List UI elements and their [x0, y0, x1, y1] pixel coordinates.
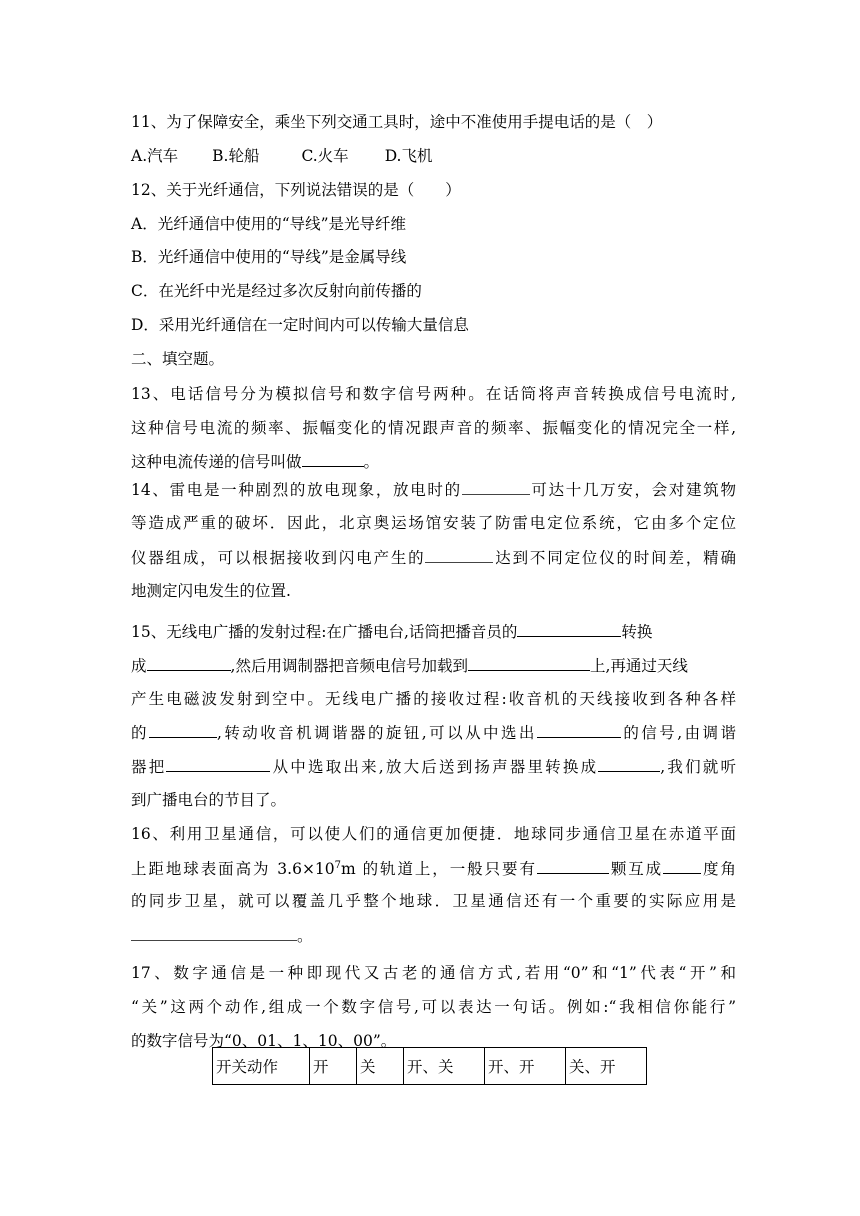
q15-line-5: 器把 从中选取出来,放大后送到扬声器里转换成 ,我们就听: [131, 758, 736, 776]
table-cell: 开、开: [485, 1048, 566, 1085]
q15-line-3: 产生电磁波发射到空中。无线电广播的接收过程:收音机的天线接收到各种各样: [131, 690, 736, 708]
q15-line-4: 的 ,转动收音机调谐器的旋钮,可以从中选出 的信号,由调谐: [131, 724, 736, 742]
q14-line-1: 14、雷电是一种剧烈的放电现象，放电时的 可达十几万安，会对建筑物: [131, 481, 736, 499]
q17-line-3: 的数字信号为“0、01、1、10、00”。: [131, 1032, 397, 1050]
q11-option-b: B.轮船: [212, 147, 260, 165]
table-cell: 开、关: [404, 1048, 485, 1085]
q11-option-a: A.汽车: [131, 147, 179, 165]
q16-blank-1[interactable]: [537, 858, 609, 874]
q14-blank-2[interactable]: [425, 547, 493, 563]
q14-line-2: 等造成严重的破坏．因此，北京奥运场馆安装了防雷电定位系统，它由多个定位: [131, 514, 736, 532]
q16-line-3: 的同步卫星，就可以覆盖几乎整个地球．卫星通信还有一个重要的实际应用是: [131, 892, 736, 910]
table-row: [213, 1048, 647, 1085]
q11-options: [131, 146, 736, 166]
q14-line-4: 地测定闪电发生的位置.: [131, 582, 291, 600]
q15-blank-5[interactable]: [537, 722, 621, 738]
q14-line-3: 仪器组成，可以根据接收到闪电产生的 达到不同定位仪的时间差，精确: [131, 549, 736, 567]
q13-line-3: 这种电流传递的信号叫做 。: [131, 453, 380, 471]
q11-option-c: C.火车: [301, 147, 349, 165]
q15-blank-7[interactable]: [598, 756, 660, 772]
q13-line-1: 13、电话信号分为模拟信号和数字信号两种。在话筒将声音转换成信号电流时,: [131, 385, 736, 403]
q13-line-2: 这种信号电流的频率、振幅变化的情况跟声音的频率、振幅变化的情况完全一样,: [131, 419, 736, 437]
q16-line-2: 上距地球表面高为 $3.6\times 10^7m$ 的轨道上，一般只要有 颗互成 度角: [131, 859, 736, 878]
q15-line-1: 15、无线电广播的发射过程:在广播电台,话筒把播音员的 转换: [131, 623, 653, 641]
q15-blank-6[interactable]: [166, 756, 270, 772]
q11-stem: 11、为了保障安全，乘坐下列交通工具时，途中不准使用手提电话的是（ ）: [131, 113, 663, 131]
q16-line-1: 16、利用卫星通信，可以使人们的通信更加便捷．地球同步通信卫星在赤道平面: [131, 825, 736, 843]
signal-table: [212, 1047, 647, 1085]
table-cell-header: 开关动作: [213, 1048, 310, 1085]
q15-blank-4[interactable]: [149, 722, 217, 738]
q16-blank-2[interactable]: [663, 858, 701, 874]
q15-blank-1[interactable]: [517, 621, 621, 637]
q15-blank-2[interactable]: [147, 655, 231, 671]
q12-option-c: C．在光纤中光是经过多次反射向前传播的: [131, 282, 422, 300]
table-cell: 关、开: [566, 1048, 647, 1085]
q15-blank-3[interactable]: [468, 655, 590, 671]
q17-line-1: 17、数字通信是一种即现代又古老的通信方式,若用“0”和“1”代表“开”和: [131, 964, 736, 982]
q12-option-b: B．光纤通信中使用的“导线”是金属导线: [131, 248, 407, 266]
q13-answer-blank[interactable]: [302, 451, 364, 467]
q12-option-a: A．光纤通信中使用的“导线”是光导纤维: [131, 215, 407, 233]
q14-blank-1[interactable]: [462, 479, 530, 495]
q12-stem: 12、关于光纤通信，下列说法错误的是（ ）: [131, 181, 461, 199]
q17-line-2: “关”这两个动作,组成一个数字信号,可以表达一句话。例如:“我相信你能行”: [131, 998, 736, 1016]
q16-exponent: 7: [334, 859, 342, 871]
section-heading: 二、填空题。: [131, 350, 225, 368]
q16-line-4: 。: [131, 925, 736, 946]
table-cell: 关: [357, 1048, 404, 1085]
q16-blank-3[interactable]: [131, 925, 297, 941]
q11-option-d: D.飞机: [384, 147, 433, 165]
table-cell: 开: [310, 1048, 357, 1085]
q15-line-2: 成 ,然后用调制器把音频电信号加载到 上,再通过天线: [131, 657, 688, 675]
q12-option-d: D．采用光纤通信在一定时间内可以传输大量信息: [131, 316, 469, 334]
q15-line-6: 到广播电台的节目了。: [131, 791, 287, 809]
